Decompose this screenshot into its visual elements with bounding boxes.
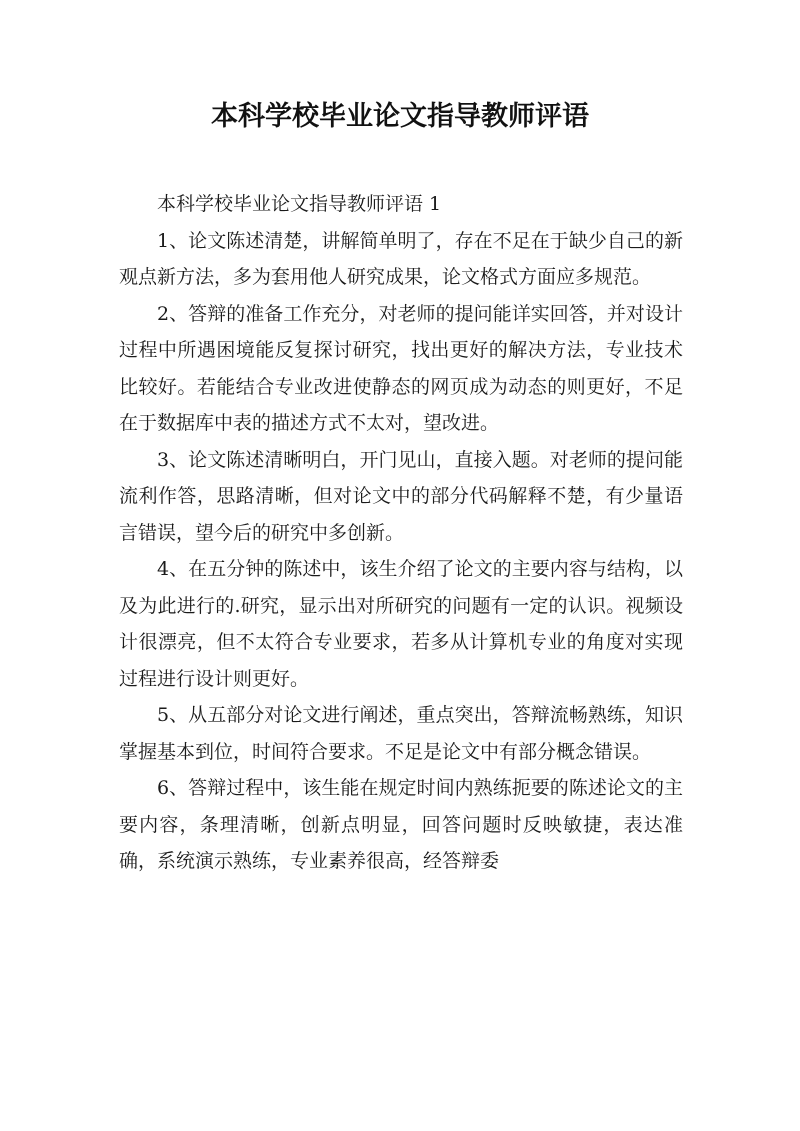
paragraph-6: 6、答辩过程中，该生能在规定时间内熟练扼要的陈述论文的主要内容，条理清晰，创新点明显，回答问题时反映敏捷，表达准确，系统演示熟练，专业素养很高，经答辩委 <box>119 777 683 872</box>
document-title: 本科学校毕业论文指导教师评语 <box>211 101 589 132</box>
paragraph-1: 1、论文陈述清楚，讲解简单明了，存在不足在于缺少自己的新观点新方法，多为套用他人研究成果，论文格式方面应多规范。 <box>119 229 683 288</box>
paragraph-5: 5、从五部分对论文进行阐述，重点突出，答辩流畅熟练，知识掌握基本到位，时间符合要求。不足是论文中有部分概念错误。 <box>119 704 683 763</box>
section-heading: 本科学校毕业论文指导教师评语 1 <box>157 193 442 215</box>
document-body <box>119 186 683 880</box>
paragraph-4: 4、在五分钟的陈述中，该生介绍了论文的主要内容与结构，以及为此进行的.研究，显示出对所研究的问题有一定的认识。视频设计很漂亮，但不太符合专业要求，若多从计算机专业的角度对实现过程进行设计则更好。 <box>119 558 683 690</box>
paragraph-3: 3、论文陈述清晰明白，开门见山，直接入题。对老师的提问能流利作答，思路清晰，但对论文中的部分代码解释不楚，有少量语言错误，望今后的研究中多创新。 <box>119 448 683 544</box>
paragraph-2: 2、答辩的准备工作充分，对老师的提问能详实回答，并对设计过程中所遇困境能反复探讨研究，找出更好的解决方法，专业技术比较好。若能结合专业改进使静态的网页成为动态的则更好，不足在于数据库中表的描述方式不太对，望改进。 <box>119 302 683 434</box>
